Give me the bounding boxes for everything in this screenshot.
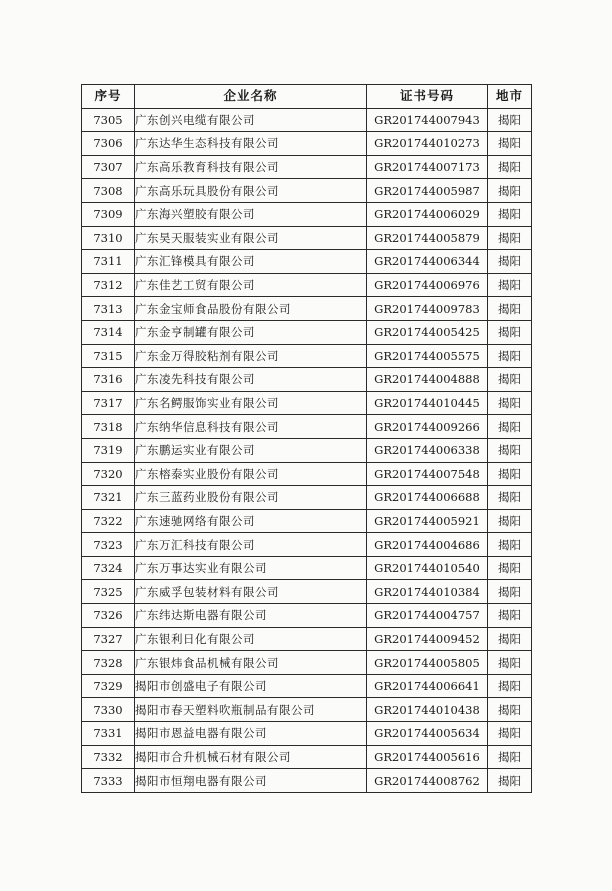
row-cert-number: GR201744005575 [367,344,488,368]
row-company-name: 广东创兴电缆有限公司 [135,108,367,132]
row-company-name: 广东万事达实业有限公司 [135,556,367,580]
table-row [82,132,532,156]
row-cert-number: GR201744005616 [367,745,488,769]
row-index: 7321 [82,486,135,510]
row-index: 7305 [82,108,135,132]
table-row [82,698,532,722]
row-cert-number: GR201744007173 [367,155,488,179]
row-company-name: 广东鹏运实业有限公司 [135,438,367,462]
table-row [82,533,532,557]
row-region: 揭阳 [488,320,532,344]
row-cert-number: GR201744009783 [367,297,488,321]
header-region: 地市 [488,85,532,109]
row-index: 7314 [82,320,135,344]
row-company-name: 广东高乐玩具股份有限公司 [135,179,367,203]
row-index: 7312 [82,273,135,297]
row-cert-number: GR201744006344 [367,250,488,274]
row-company-name: 广东银炜食品机械有限公司 [135,651,367,675]
row-index: 7325 [82,580,135,604]
table-row [82,745,532,769]
row-index: 7332 [82,745,135,769]
row-region: 揭阳 [488,202,532,226]
row-region: 揭阳 [488,438,532,462]
table-row [82,297,532,321]
row-cert-number: GR201744009266 [367,415,488,439]
row-company-name: 广东达华生态科技有限公司 [135,132,367,156]
row-cert-number: GR201744010540 [367,556,488,580]
row-region: 揭阳 [488,722,532,746]
table-row [82,226,532,250]
row-cert-number: GR201744006029 [367,202,488,226]
table-row [82,155,532,179]
row-region: 揭阳 [488,604,532,628]
row-region: 揭阳 [488,462,532,486]
row-index: 7308 [82,179,135,203]
row-region: 揭阳 [488,179,532,203]
row-index: 7323 [82,533,135,557]
row-region: 揭阳 [488,509,532,533]
row-company-name: 揭阳市恩益电器有限公司 [135,722,367,746]
row-region: 揭阳 [488,580,532,604]
table-row [82,250,532,274]
table-row [82,604,532,628]
row-cert-number: GR201744010273 [367,132,488,156]
table-row [82,651,532,675]
table-row [82,273,532,297]
row-index: 7318 [82,415,135,439]
row-region: 揭阳 [488,155,532,179]
row-company-name: 广东速驰网络有限公司 [135,509,367,533]
row-index: 7319 [82,438,135,462]
table-row [82,580,532,604]
table-row [82,674,532,698]
row-index: 7328 [82,651,135,675]
row-index: 7309 [82,202,135,226]
row-company-name: 广东凌先科技有限公司 [135,368,367,392]
table-row [82,391,532,415]
row-company-name: 广东纳华信息科技有限公司 [135,415,367,439]
row-region: 揭阳 [488,391,532,415]
row-region: 揭阳 [488,273,532,297]
row-index: 7333 [82,769,135,793]
row-company-name: 广东海兴塑胶有限公司 [135,202,367,226]
row-cert-number: GR201744007943 [367,108,488,132]
row-company-name: 广东三蓝药业股份有限公司 [135,486,367,510]
row-company-name: 广东万汇科技有限公司 [135,533,367,557]
row-cert-number: GR201744006976 [367,273,488,297]
row-region: 揭阳 [488,674,532,698]
table-row [82,438,532,462]
row-index: 7317 [82,391,135,415]
table-row [82,179,532,203]
row-cert-number: GR201744005634 [367,722,488,746]
row-region: 揭阳 [488,132,532,156]
row-company-name: 广东金万得胶粘剂有限公司 [135,344,367,368]
table-body [82,108,532,792]
row-cert-number: GR201744010384 [367,580,488,604]
row-index: 7330 [82,698,135,722]
row-index: 7313 [82,297,135,321]
row-cert-number: GR201744007548 [367,462,488,486]
row-region: 揭阳 [488,745,532,769]
row-region: 揭阳 [488,698,532,722]
table-row [82,769,532,793]
row-cert-number: GR201744005425 [367,320,488,344]
row-cert-number: GR201744009452 [367,627,488,651]
row-cert-number: GR201744004686 [367,533,488,557]
table-row [82,344,532,368]
row-company-name: 广东威孚包装材料有限公司 [135,580,367,604]
row-index: 7326 [82,604,135,628]
row-index: 7331 [82,722,135,746]
row-cert-number: GR201744006338 [367,438,488,462]
row-index: 7329 [82,674,135,698]
row-region: 揭阳 [488,297,532,321]
row-company-name: 广东银利日化有限公司 [135,627,367,651]
row-index: 7306 [82,132,135,156]
row-region: 揭阳 [488,627,532,651]
row-cert-number: GR201744005879 [367,226,488,250]
row-company-name: 揭阳市春天塑料吹瓶制品有限公司 [135,698,367,722]
row-cert-number: GR201744010445 [367,391,488,415]
table-row [82,556,532,580]
row-index: 7327 [82,627,135,651]
row-company-name: 揭阳市合升机械石材有限公司 [135,745,367,769]
row-index: 7310 [82,226,135,250]
row-cert-number: GR201744008762 [367,769,488,793]
row-cert-number: GR201744006688 [367,486,488,510]
row-index: 7324 [82,556,135,580]
row-company-name: 广东汇锋模具有限公司 [135,250,367,274]
table-row [82,415,532,439]
row-cert-number: GR201744004757 [367,604,488,628]
row-region: 揭阳 [488,368,532,392]
row-region: 揭阳 [488,108,532,132]
table-row [82,368,532,392]
row-cert-number: GR201744005921 [367,509,488,533]
header-index: 序号 [82,85,135,109]
row-region: 揭阳 [488,344,532,368]
header-cert-no: 证书号码 [367,85,488,109]
row-index: 7316 [82,368,135,392]
row-company-name: 广东纬达斯电器有限公司 [135,604,367,628]
header-company: 企业名称 [135,85,367,109]
row-index: 7307 [82,155,135,179]
row-index: 7315 [82,344,135,368]
row-company-name: 广东金亨制罐有限公司 [135,320,367,344]
enterprise-table [81,84,532,793]
table-row [82,462,532,486]
table-row [82,202,532,226]
table-row [82,509,532,533]
row-region: 揭阳 [488,651,532,675]
row-cert-number: GR201744005805 [367,651,488,675]
table-row [82,486,532,510]
row-company-name: 广东金宝师食品股份有限公司 [135,297,367,321]
row-cert-number: GR201744005987 [367,179,488,203]
row-cert-number: GR201744010438 [367,698,488,722]
row-region: 揭阳 [488,486,532,510]
row-company-name: 广东昊天服装实业有限公司 [135,226,367,250]
row-company-name: 揭阳市恒翔电器有限公司 [135,769,367,793]
row-cert-number: GR201744004888 [367,368,488,392]
table-row [82,627,532,651]
row-region: 揭阳 [488,556,532,580]
row-index: 7322 [82,509,135,533]
row-company-name: 广东榕泰实业股份有限公司 [135,462,367,486]
row-company-name: 广东高乐教育科技有限公司 [135,155,367,179]
table-header-row [82,85,532,109]
row-index: 7320 [82,462,135,486]
row-index: 7311 [82,250,135,274]
table-row [82,108,532,132]
row-cert-number: GR201744006641 [367,674,488,698]
table-row [82,722,532,746]
table-row [82,320,532,344]
row-region: 揭阳 [488,769,532,793]
row-region: 揭阳 [488,415,532,439]
row-company-name: 广东佳艺工贸有限公司 [135,273,367,297]
row-region: 揭阳 [488,533,532,557]
row-company-name: 揭阳市创盛电子有限公司 [135,674,367,698]
row-region: 揭阳 [488,226,532,250]
row-region: 揭阳 [488,250,532,274]
row-company-name: 广东名鳄服饰实业有限公司 [135,391,367,415]
